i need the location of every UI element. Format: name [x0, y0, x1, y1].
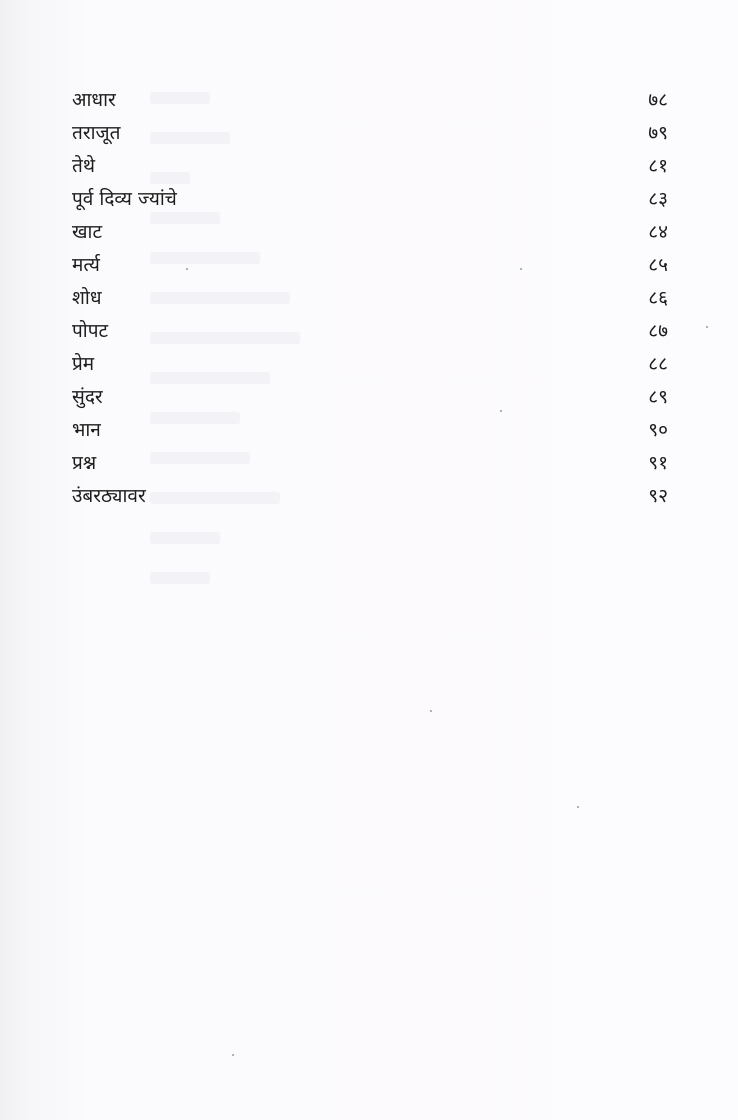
toc-entry-title: खाट: [72, 221, 103, 243]
toc-entry-title: प्रश्न: [72, 452, 97, 474]
speck: [232, 1054, 234, 1056]
toc-entry-title: भान: [72, 419, 101, 441]
toc-entry: [72, 315, 668, 348]
toc-entry-page: ८६: [648, 287, 668, 309]
toc-entry: [72, 348, 668, 381]
toc-entry: [72, 117, 668, 150]
toc-entry-page: ९२: [648, 485, 668, 507]
toc-entry: [72, 447, 668, 480]
toc-entry: [72, 480, 668, 513]
toc-entry: [72, 84, 668, 117]
speck: [706, 326, 708, 328]
toc-entry-page: ७९: [648, 122, 668, 144]
toc-entry-page: ८९: [648, 386, 668, 408]
toc-entry: [72, 282, 668, 315]
toc-entry-title: पूर्व दिव्य ज्यांचे: [72, 188, 177, 210]
toc-entry-title: उंबरठ्यावर: [72, 485, 146, 507]
toc-entry-page: ९१: [648, 452, 668, 474]
toc-entry-title: प्रेम: [72, 353, 95, 375]
toc-entry-page: ८१: [648, 155, 668, 177]
table-of-contents: [72, 84, 668, 513]
toc-entry-page: ८८: [648, 353, 668, 375]
speck: [430, 710, 432, 712]
toc-entry: [72, 249, 668, 282]
toc-entry-page: ८५: [648, 254, 668, 276]
toc-entry-title: आधार: [72, 89, 116, 111]
toc-entry-title: तराजूत: [72, 122, 121, 144]
toc-entry-title: शोध: [72, 287, 102, 309]
toc-entry-page: ८४: [648, 221, 668, 243]
speck: [577, 806, 579, 808]
toc-entry: [72, 216, 668, 249]
toc-entry: [72, 150, 668, 183]
toc-entry-title: सुंदर: [72, 386, 103, 408]
toc-entry-page: ७८: [648, 89, 668, 111]
toc-entry-title: पोपट: [72, 320, 109, 342]
toc-entry-title: तेथे: [72, 155, 95, 177]
toc-entry: [72, 414, 668, 447]
toc-entry-page: ८३: [648, 188, 668, 210]
toc-entry: [72, 381, 668, 414]
toc-entry-page: ८७: [648, 320, 668, 342]
toc-entry-title: मर्त्य: [72, 254, 100, 276]
toc-entry: [72, 183, 668, 216]
toc-entry-page: ९०: [648, 419, 668, 441]
